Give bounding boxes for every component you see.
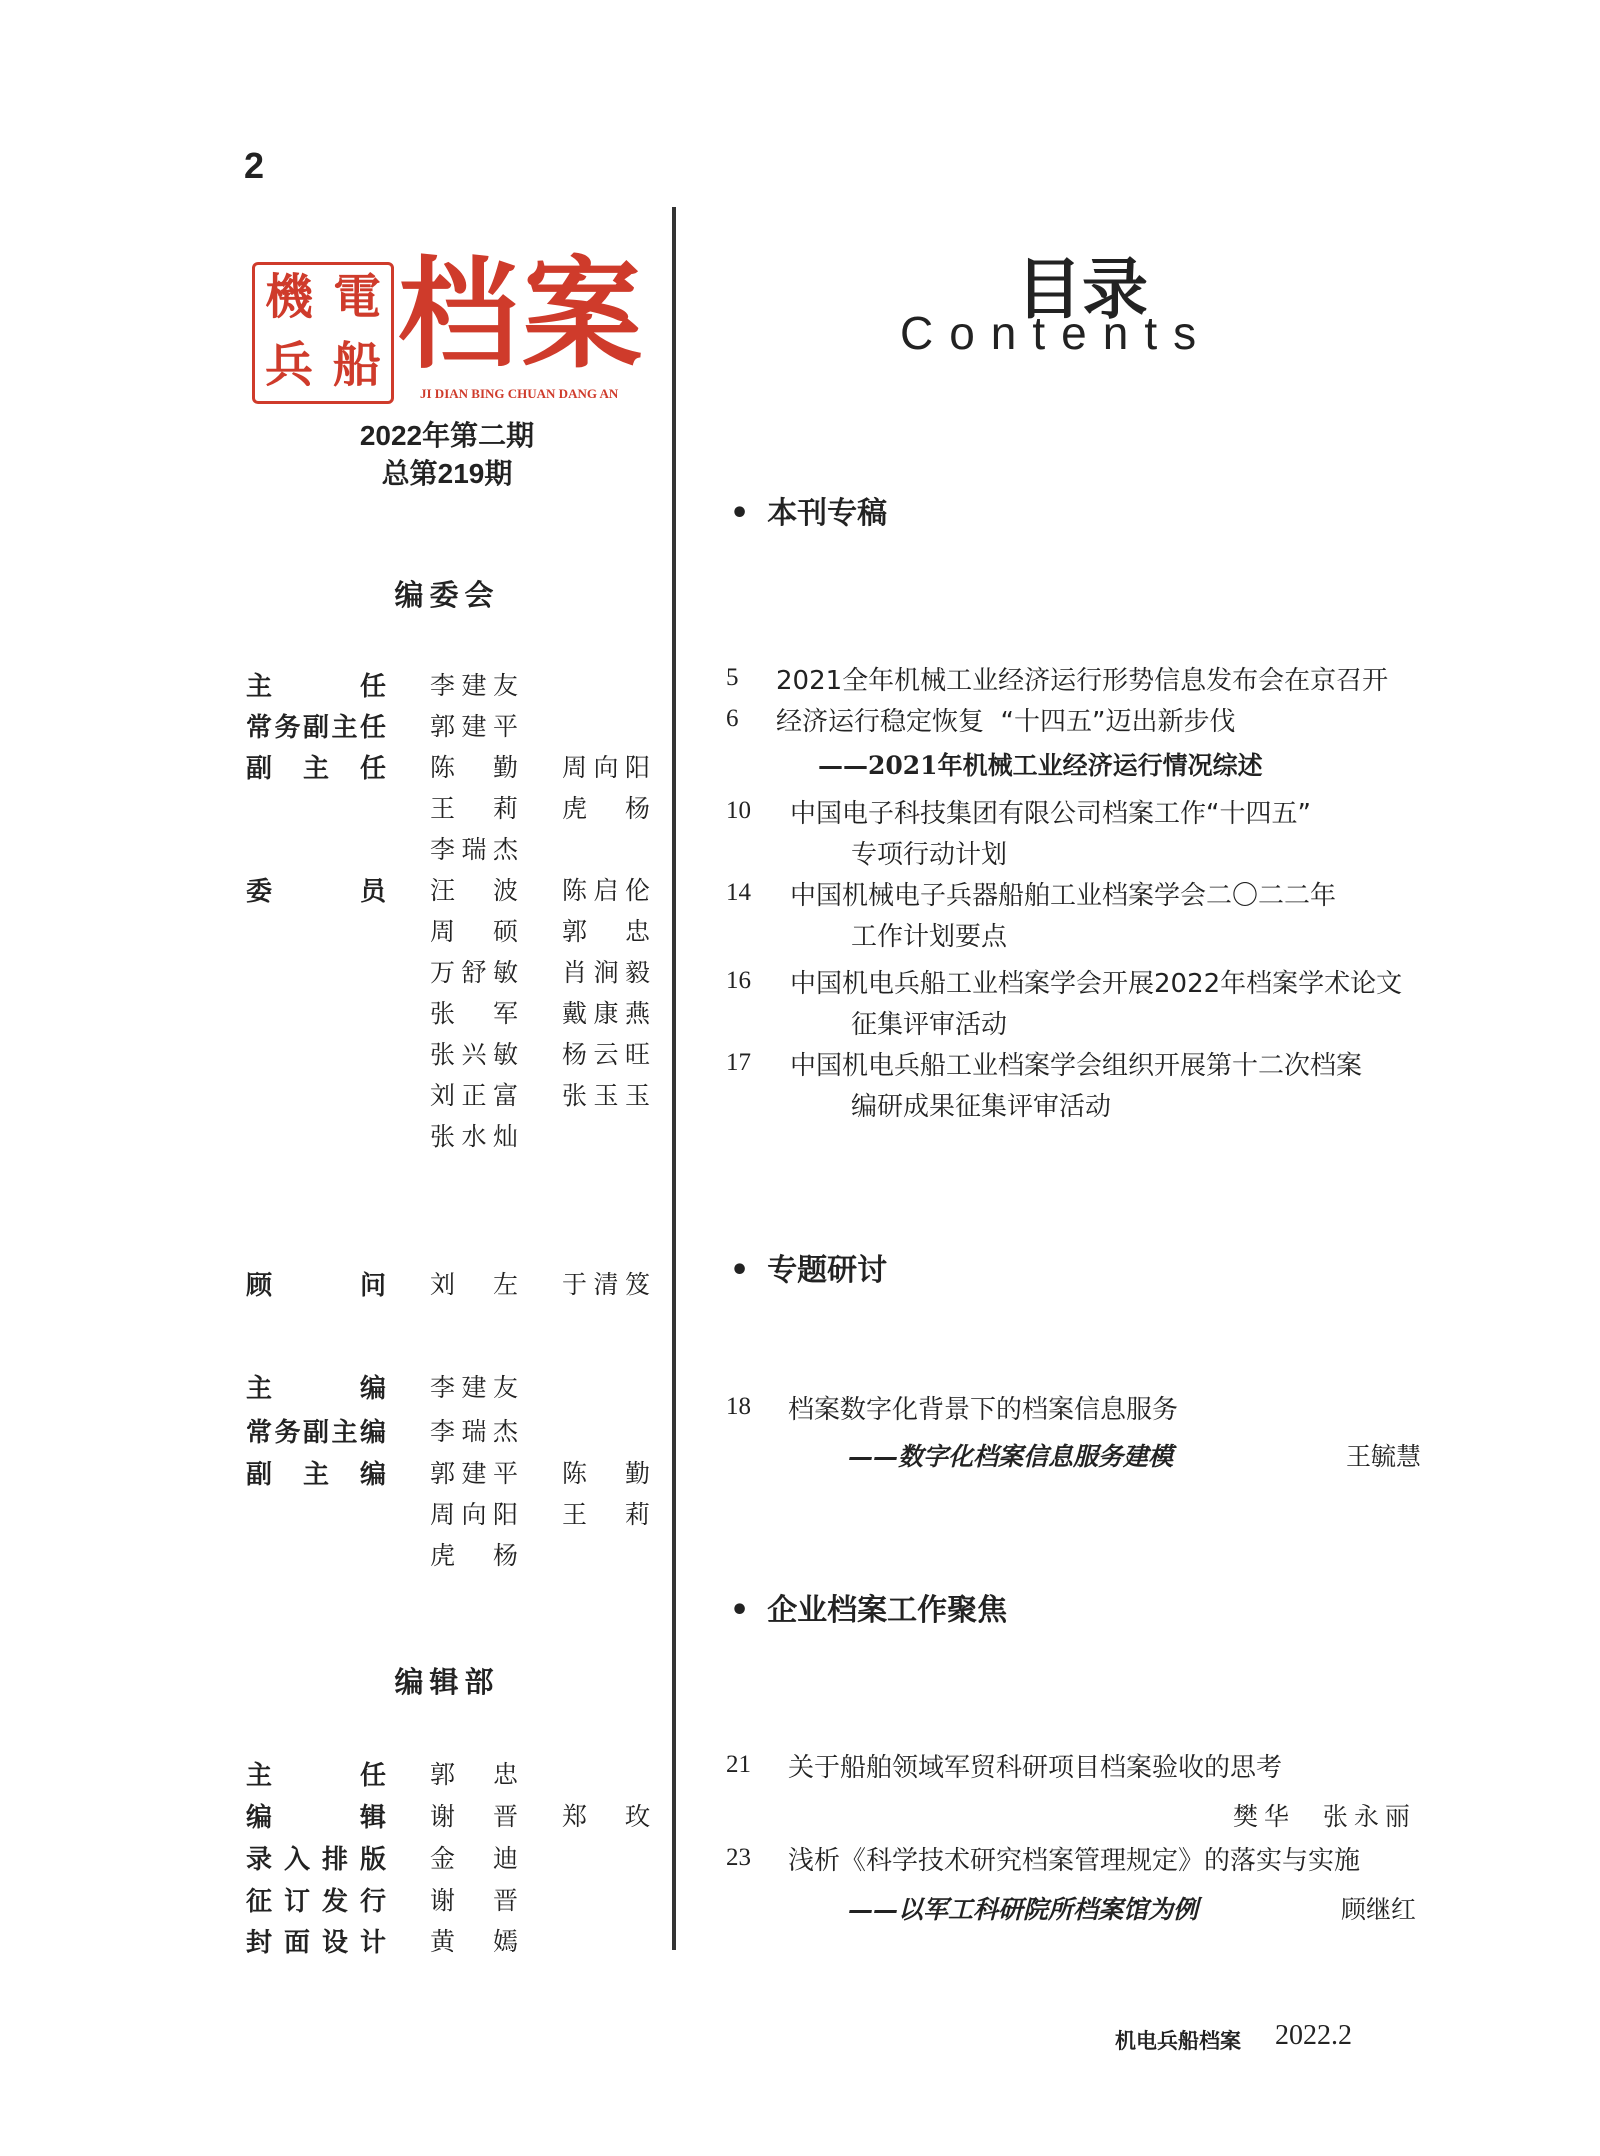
staff-name: 肖涧毅 — [562, 958, 650, 987]
toc-entry-title[interactable]: 中国机电兵船工业档案学会组织开展第十二次档案 — [790, 1051, 1363, 1081]
staff-name: 李瑞杰 — [430, 835, 518, 864]
staff-name: 于清笈 — [562, 1270, 650, 1299]
toc-entry-title-cont: 专项行动计划 — [851, 840, 1008, 870]
toc-entry-subtitle: ——2021年机械工业经济运行情况综述 — [818, 751, 1263, 780]
page-number: 2 — [244, 145, 265, 186]
toc-entry-title[interactable]: 中国机械电子兵器船舶工业档案学会二〇二二年 — [790, 881, 1337, 911]
staff-name: 虎杨 — [562, 794, 650, 823]
journal-brand-calligraphy: 档案 — [398, 244, 646, 385]
staff-role: 主任 — [246, 672, 386, 702]
staff-name: 陈勤 — [562, 1459, 650, 1488]
staff-name: 虎杨 — [430, 1541, 518, 1570]
toc-page-number: 16 — [726, 967, 751, 994]
toc-entry-title[interactable]: 经济运行稳定恢复 “十四五”迈出新步伐 — [776, 707, 1236, 737]
staff-role: 常务副主编 — [246, 1418, 386, 1448]
toc-entry-title[interactable]: 中国电子科技集团有限公司档案工作“十四五” — [790, 799, 1311, 829]
toc-section-heading: • 专题研讨 — [730, 1245, 887, 1289]
footer-journal-name: 机电兵船档案 — [1115, 2028, 1241, 2053]
column-divider — [672, 207, 676, 1950]
staff-name: 谢晋 — [430, 1886, 518, 1915]
toc-title: 目录 — [1016, 251, 1148, 328]
staff-name: 张玉玉 — [562, 1081, 650, 1110]
staff-name: 李建友 — [430, 1373, 518, 1402]
toc-page-number: 18 — [726, 1393, 751, 1420]
issue-year: 2022年第二期 — [359, 420, 535, 451]
staff-name: 刘正富 — [430, 1081, 518, 1110]
staff-role: 主编 — [246, 1374, 386, 1404]
issue-total: 总第219期 — [381, 458, 513, 489]
toc-subtitle: Contents — [900, 307, 1213, 359]
toc-entry-title[interactable]: 2021全年机械工业经济运行形势信息发布会在京召开 — [776, 666, 1389, 696]
staff-role: 委员 — [246, 877, 386, 907]
seal-char: 電 — [332, 269, 381, 325]
toc-entry-title-cont: 编研成果征集评审活动 — [851, 1092, 1112, 1122]
staff-name: 张兴敏 — [430, 1040, 518, 1069]
staff-name: 郑玫 — [562, 1802, 650, 1831]
seal-char: 船 — [332, 337, 381, 393]
staff-name: 郭忠 — [562, 917, 650, 946]
staff-name: 周向阳 — [430, 1500, 518, 1529]
toc-entry-author: 樊华 张永丽 — [1233, 1802, 1416, 1831]
toc-page-number: 10 — [726, 797, 751, 824]
staff-name: 郭建平 — [430, 712, 518, 741]
seal-char: 兵 — [264, 337, 313, 393]
journal-seal-logo — [252, 262, 394, 404]
staff-name: 周向阳 — [562, 753, 650, 782]
staff-role: 顾问 — [246, 1271, 386, 1301]
staff-name: 万舒敏 — [430, 958, 518, 987]
staff-name: 黄嫣 — [430, 1927, 518, 1956]
toc-page-number: 23 — [726, 1844, 751, 1871]
toc-page-number: 17 — [726, 1049, 751, 1076]
staff-role: 副主编 — [246, 1460, 386, 1490]
staff-name: 李瑞杰 — [430, 1417, 518, 1446]
toc-page-number: 14 — [726, 879, 751, 906]
staff-name: 陈勤 — [430, 753, 518, 782]
staff-role: 封面设计 — [246, 1928, 386, 1958]
staff-name: 郭建平 — [430, 1459, 518, 1488]
staff-name: 戴康燕 — [562, 999, 650, 1028]
staff-role: 征订发行 — [246, 1887, 386, 1917]
staff-name: 陈启伦 — [562, 876, 650, 905]
staff-name: 李建友 — [430, 671, 518, 700]
toc-entry-author: 王毓慧 — [1346, 1442, 1422, 1471]
staff-name: 谢晋 — [430, 1802, 518, 1831]
staff-role: 编辑 — [246, 1803, 386, 1833]
toc-entry-author: 顾继红 — [1341, 1895, 1417, 1924]
toc-entry-title[interactable]: 档案数字化背景下的档案信息服务 — [788, 1395, 1179, 1425]
toc-section-heading: • 本刊专稿 — [730, 488, 887, 532]
staff-role: 副主任 — [246, 754, 386, 784]
toc-entry-title[interactable]: 关于船舶领域军贸科研项目档案验收的思考 — [788, 1753, 1283, 1783]
toc-page-number: 6 — [726, 705, 739, 732]
staff-role: 常务副主任 — [246, 713, 386, 743]
staff-name: 张军 — [430, 999, 518, 1028]
toc-entry-title-cont: 征集评审活动 — [851, 1010, 1008, 1040]
journal-pinyin: JI DIAN BING CHUAN DANG AN — [420, 386, 619, 401]
staff-name: 金迪 — [430, 1844, 518, 1873]
staff-name: 王莉 — [562, 1500, 650, 1529]
staff-name: 汪波 — [430, 876, 518, 905]
footer-issue: 2022.2 — [1275, 2020, 1352, 2051]
staff-name: 王莉 — [430, 794, 518, 823]
staff-role: 主任 — [246, 1761, 386, 1791]
toc-entry-subtitle: ——以军工科研院所档案馆为例 — [848, 1895, 1199, 1924]
toc-entry-title-cont: 工作计划要点 — [851, 922, 1008, 952]
staff-name: 郭忠 — [430, 1760, 518, 1789]
toc-section-heading: • 企业档案工作聚焦 — [730, 1585, 1007, 1629]
toc-entry-title[interactable]: 中国机电兵船工业档案学会开展2022年档案学术论文 — [790, 969, 1403, 999]
toc-entry-title[interactable]: 浅析《科学技术研究档案管理规定》的落实与实施 — [788, 1846, 1361, 1876]
department-title: 编辑部 — [394, 1665, 500, 1699]
toc-page-number: 5 — [726, 664, 739, 691]
staff-name: 杨云旺 — [562, 1040, 650, 1069]
toc-entry-subtitle: ——数字化档案信息服务建模 — [848, 1442, 1174, 1471]
staff-role: 录入排版 — [246, 1845, 386, 1875]
staff-name: 周硕 — [430, 917, 518, 946]
staff-name: 刘左 — [430, 1270, 518, 1299]
committee-title: 编委会 — [394, 578, 500, 612]
seal-char: 機 — [264, 269, 313, 325]
staff-name: 张水灿 — [430, 1122, 518, 1151]
toc-page-number: 21 — [726, 1751, 751, 1778]
